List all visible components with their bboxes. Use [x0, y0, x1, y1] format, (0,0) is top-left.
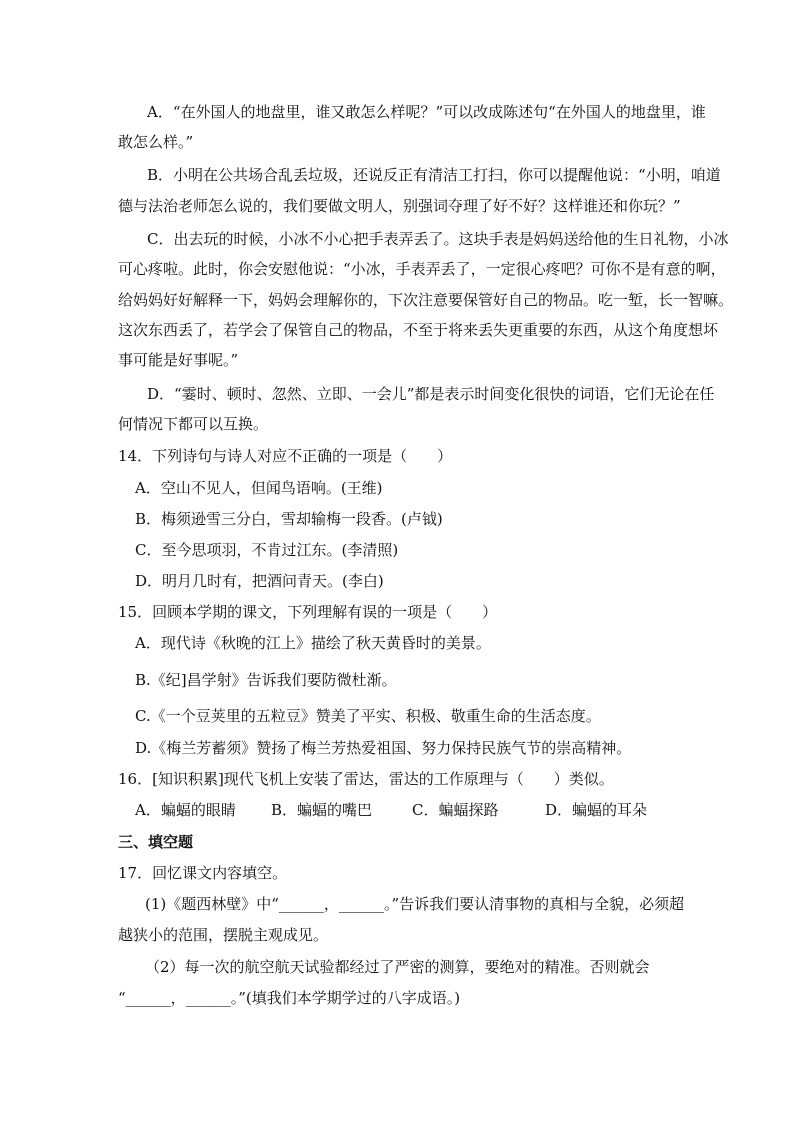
- q17-part2-blank1[interactable]: ______: [125, 989, 171, 1007]
- q13-option-a-line1: A．“在外国人的地盘里，谁又敢怎么样呢？”可以改成陈述句“在外国人的地盘里，谁: [147, 103, 706, 121]
- q17-part1-blank2[interactable]: ______: [338, 895, 384, 913]
- q17-part1-suffix: 。”告诉我们要认清事物的真相与全貌，必须超: [383, 895, 685, 913]
- q17-part2-line2: [0, 988, 794, 1008]
- q16-option-a: A．蝙蝠的眼睛: [135, 801, 236, 819]
- q13-option-d-line1: D．“霎时、顿时、忽然、立即、一会儿”都是表示时间变化很快的词语，它们无论在任: [147, 385, 715, 403]
- q17-part2-line1: （2）每一次的航空航天试验都经过了严密的测算，要绝对的精准。否则就会: [145, 958, 650, 976]
- q13-option-c-line2: 可心疼啦。此时，你会安慰他说：“小冰，手表弄丢了，一定很心疼吧？可你不是有意的啊，: [118, 260, 726, 278]
- section-title-fill-in: 三、填空题: [118, 833, 194, 851]
- q13-option-c-line4: 这次东西丢了，若学会了保管自己的物品，不至于将来丢失更重要的东西，从这个角度想坏: [118, 321, 719, 339]
- q17-part1-prefix: (1)《题西林壁》中“: [145, 895, 279, 913]
- q15-option-c: C.《一个豆荚里的五粒豆》赞美了平实、积极、敬重生命的生活态度。: [135, 707, 601, 725]
- q13-option-d-line2: 何情况下都可以互换。: [118, 415, 269, 433]
- q15-option-a: A．现代诗《秋晚的江上》描绘了秋天黄昏时的美景。: [135, 634, 491, 652]
- q17-part2-prefix: “: [118, 989, 126, 1007]
- q16-option-c: C．蝙蝠探路: [412, 801, 499, 819]
- q13-option-c-line5: 事可能是好事呢。”: [118, 351, 239, 369]
- q13-option-c-line3: 给妈妈好好解释一下，妈妈会理解你的，下次注意要保管好自己的物品。吃一堑，长一智嘛。: [118, 291, 734, 309]
- q13-option-c-line1: C．出去玩的时候，小冰不小心把手表弄丢了。这块手表是妈妈送给他的生日礼物，小冰: [147, 230, 729, 248]
- q15-option-d: D.《梅兰芳蓄须》赞扬了梅兰芳热爱祖国、努力保持民族气节的崇高精神。: [135, 739, 632, 757]
- q13-option-b-line1: B．小明在公共场合乱丢垃圾，还说反正有清洁工打扫，你可以提醒他说：“小明，咱道: [147, 166, 721, 184]
- q17-part1-separator: ，: [323, 895, 339, 913]
- q17-stem: 17．回忆课文内容填空。: [118, 864, 288, 882]
- q16-stem: 16．[知识积累]现代飞机上安装了雷达，雷达的工作原理与（ ）类似。: [118, 770, 614, 788]
- q14-option-b: B．梅须逊雪三分白，雪却输梅一段香。(卢钺): [135, 510, 443, 528]
- q17-part2-separator: ，: [170, 989, 186, 1007]
- q17-part1-line2: 越狭小的范围，摆脱主观成见。: [118, 926, 329, 944]
- q13-option-a-line2: 敢怎么样。”: [118, 133, 194, 151]
- q15-option-b: B.《纪]昌学射》告诉我们要防微杜渐。: [135, 671, 397, 689]
- q16-option-d: D．蝙蝠的耳朵: [545, 801, 648, 819]
- q14-option-d: D．明月几时有，把酒问青天。(李白): [135, 572, 384, 590]
- q13-option-b-line2: 德与法治老师怎么说的，我们要做文明人，别强词夺理了好不好？这样谁还和你玩？”: [118, 197, 681, 215]
- q17-part1-line1: [0, 894, 794, 914]
- q14-stem: 14．下列诗句与诗人对应不正确的一项是（ ）: [118, 447, 453, 465]
- q17-part1-blank1[interactable]: ______: [278, 895, 324, 913]
- q15-stem: 15．回顾本学期的课文，下列理解有误的一项是（ ）: [118, 603, 498, 621]
- q17-part2-suffix: 。”(填我们本学期学过的八字成语。): [230, 989, 461, 1007]
- q14-option-c: C．至今思项羽，不肯过江东。(李清照): [135, 541, 399, 559]
- q14-option-a: A．空山不见人，但闻鸟语响。(王维): [135, 479, 383, 497]
- q16-option-b: B．蝙蝠的嘴巴: [271, 801, 373, 819]
- q17-part2-blank2[interactable]: ______: [185, 989, 231, 1007]
